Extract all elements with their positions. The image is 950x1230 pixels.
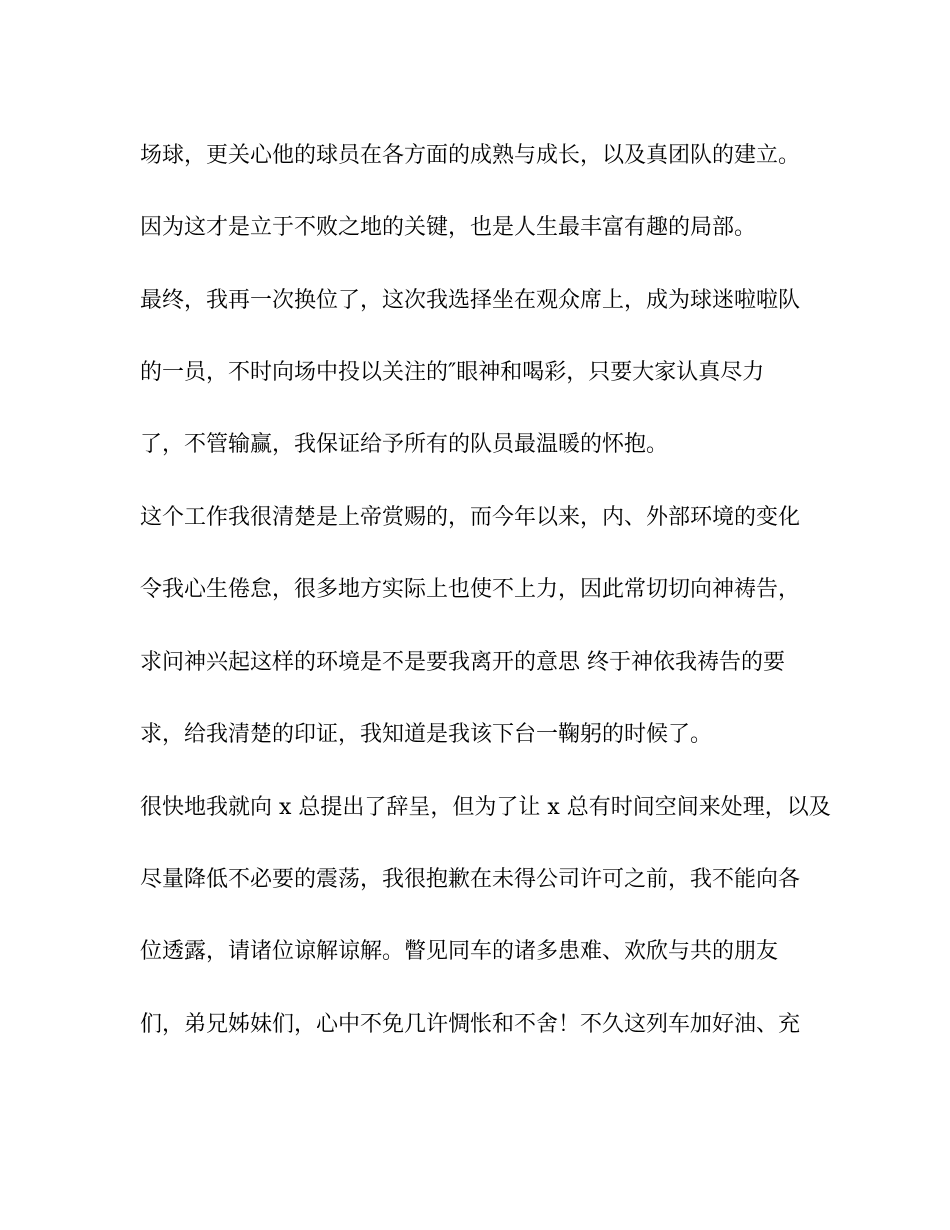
text-line: 求，给我清楚的印证，我知道是我该下台一鞠躬的时候了。 [140, 722, 713, 747]
text-line: 因为这才是立于不败之地的关键，也是人生最丰富有趣的局部。 [140, 215, 757, 240]
text-line: 位透露，请诸位谅解谅解。瞥见同车的诸多患难、欢欣与共的朋友 [140, 939, 779, 964]
text-line: 令我心生倦怠，很多地方实际上也使不上力，因此常切切向神祷告， [140, 577, 801, 602]
text-line: 求问神兴起这样的环境是不是要我离开的意思 终于神依我祷告的要 [140, 650, 785, 675]
text-line: 尽量降低不必要的震荡，我很抱歉在未得公司许可之前，我不能向各 [140, 867, 801, 892]
text-line: 场球，更关心他的球员在各方面的成熟与成长，以及真团队的建立。 [140, 143, 801, 168]
text-line: 这个工作我很清楚是上帝赏赐的，而今年以来，内、外部环境的变化 [140, 505, 801, 530]
text-line: 很快地我就向 x 总提出了辞呈，但为了让 x 总有时间空间来处理，以及 [140, 795, 831, 820]
text-line: 的一员，不时向场中投以关注的″眼神和喝彩，只要大家认真尽力 [140, 360, 765, 385]
text-line: 了，不管输赢，我保证给予所有的队员最温暖的怀抱。 [140, 432, 669, 457]
text-line: 们，弟兄姊妹们，心中不免几许惆怅和不舍！不久这列车加好油、充 [140, 1012, 801, 1037]
text-line: 最终，我再一次换位了，这次我选择坐在观众席上，成为球迷啦啦队 [140, 288, 801, 313]
